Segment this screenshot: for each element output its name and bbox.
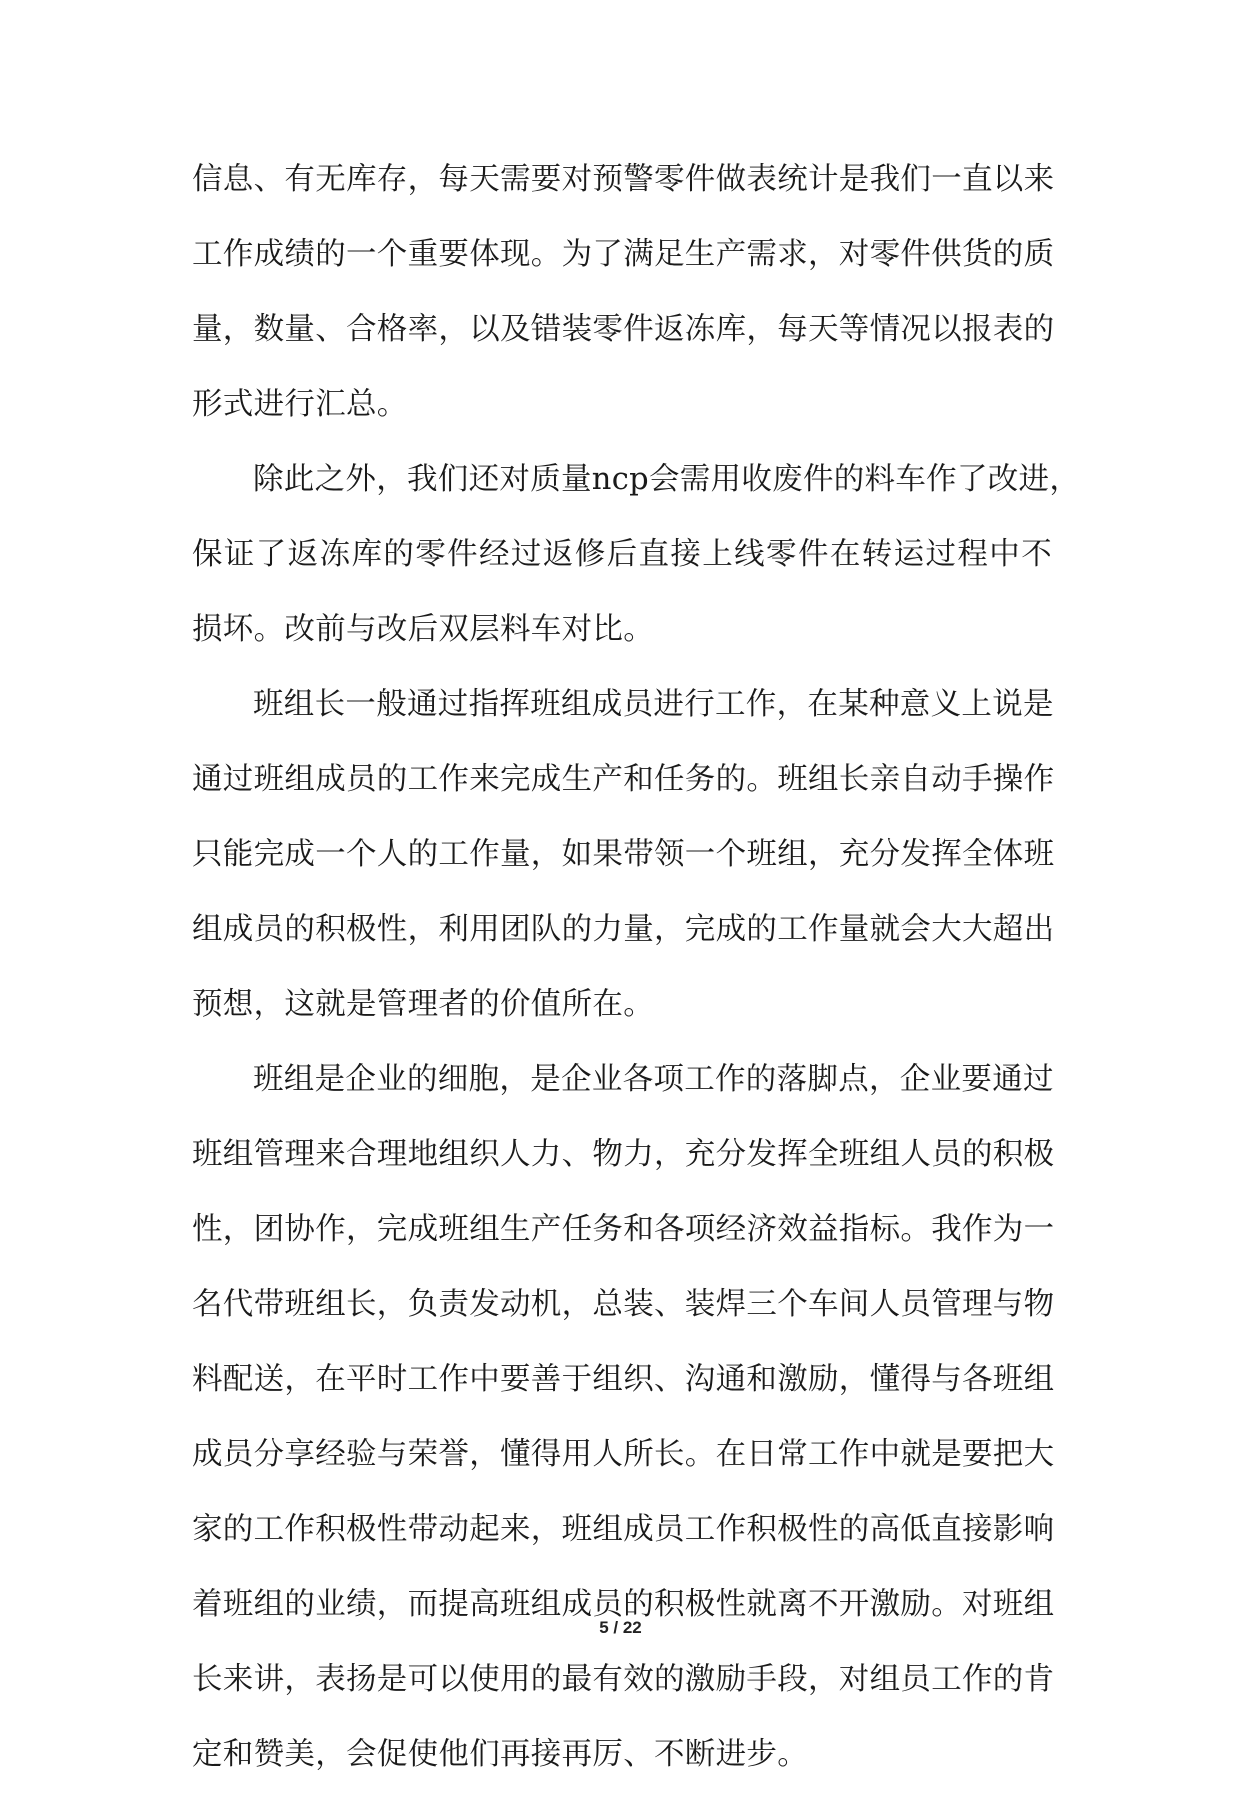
paragraph xyxy=(192,155,1055,455)
paragraph xyxy=(192,455,1081,680)
text-line: 除此之外，我们还对质量ncp会需用收废件的料车作了改进， xyxy=(253,462,1081,497)
text-line: 组成员的积极性，利用团队的力量，完成的工作量就会大大超出 xyxy=(192,912,1055,947)
text-line: 班组管理来合理地组织人力、物力，充分发挥全班组人员的积极 xyxy=(192,1137,1055,1172)
text-line: 工作成绩的一个重要体现。为了满足生产需求，对零件供货的质 xyxy=(192,237,1055,272)
text-line: 成员分享经验与荣誉，懂得用人所长。在日常工作中就是要把大 xyxy=(192,1437,1055,1472)
text-line: 家的工作积极性带动起来，班组成员工作积极性的高低直接影响 xyxy=(192,1512,1055,1547)
page-number: 5 / 22 xyxy=(599,1618,642,1637)
text-line: 着班组的业绩，而提高班组成员的积极性就离不开激励。对班组 xyxy=(192,1587,1055,1622)
text-line: 只能完成一个人的工作量，如果带领一个班组，充分发挥全体班 xyxy=(192,837,1055,872)
text-line: 长来讲，表扬是可以使用的最有效的激励手段，对组员工作的肯 xyxy=(192,1662,1055,1697)
text-line: 损坏。改前与改后双层料车对比。 xyxy=(192,612,654,647)
text-line: 班组长一般通过指挥班组成员进行工作，在某种意义上说是 xyxy=(253,687,1054,722)
text-line: 保证了返冻库的零件经过返修后直接上线零件在转运过程中不 xyxy=(192,537,1052,572)
text-line: 形式进行汇总。 xyxy=(192,387,408,422)
text-line: 料配送，在平时工作中要善于组织、沟通和激励，懂得与各班组 xyxy=(192,1362,1055,1397)
text-line: 预想，这就是管理者的价值所在。 xyxy=(192,987,654,1022)
text-line: 定和赞美，会促使他们再接再厉、不断进步。 xyxy=(192,1737,808,1772)
text-line: 量，数量、合格率，以及错装零件返冻库，每天等情况以报表的 xyxy=(192,312,1055,347)
paragraph xyxy=(192,1055,1055,1805)
text-line: 班组是企业的细胞，是企业各项工作的落脚点，企业要通过 xyxy=(253,1062,1054,1097)
text-line: 通过班组成员的工作来完成生产和任务的。班组长亲自动手操作 xyxy=(192,762,1055,797)
text-line: 性，团协作，完成班组生产任务和各项经济效益指标。我作为一 xyxy=(192,1212,1055,1247)
paragraph xyxy=(192,680,1055,1055)
text-line: 信息、有无库存，每天需要对预警零件做表统计是我们一直以来 xyxy=(192,162,1055,197)
document-body xyxy=(192,155,1081,1805)
text-line: 名代带班组长，负责发动机，总装、装焊三个车间人员管理与物 xyxy=(192,1287,1055,1322)
